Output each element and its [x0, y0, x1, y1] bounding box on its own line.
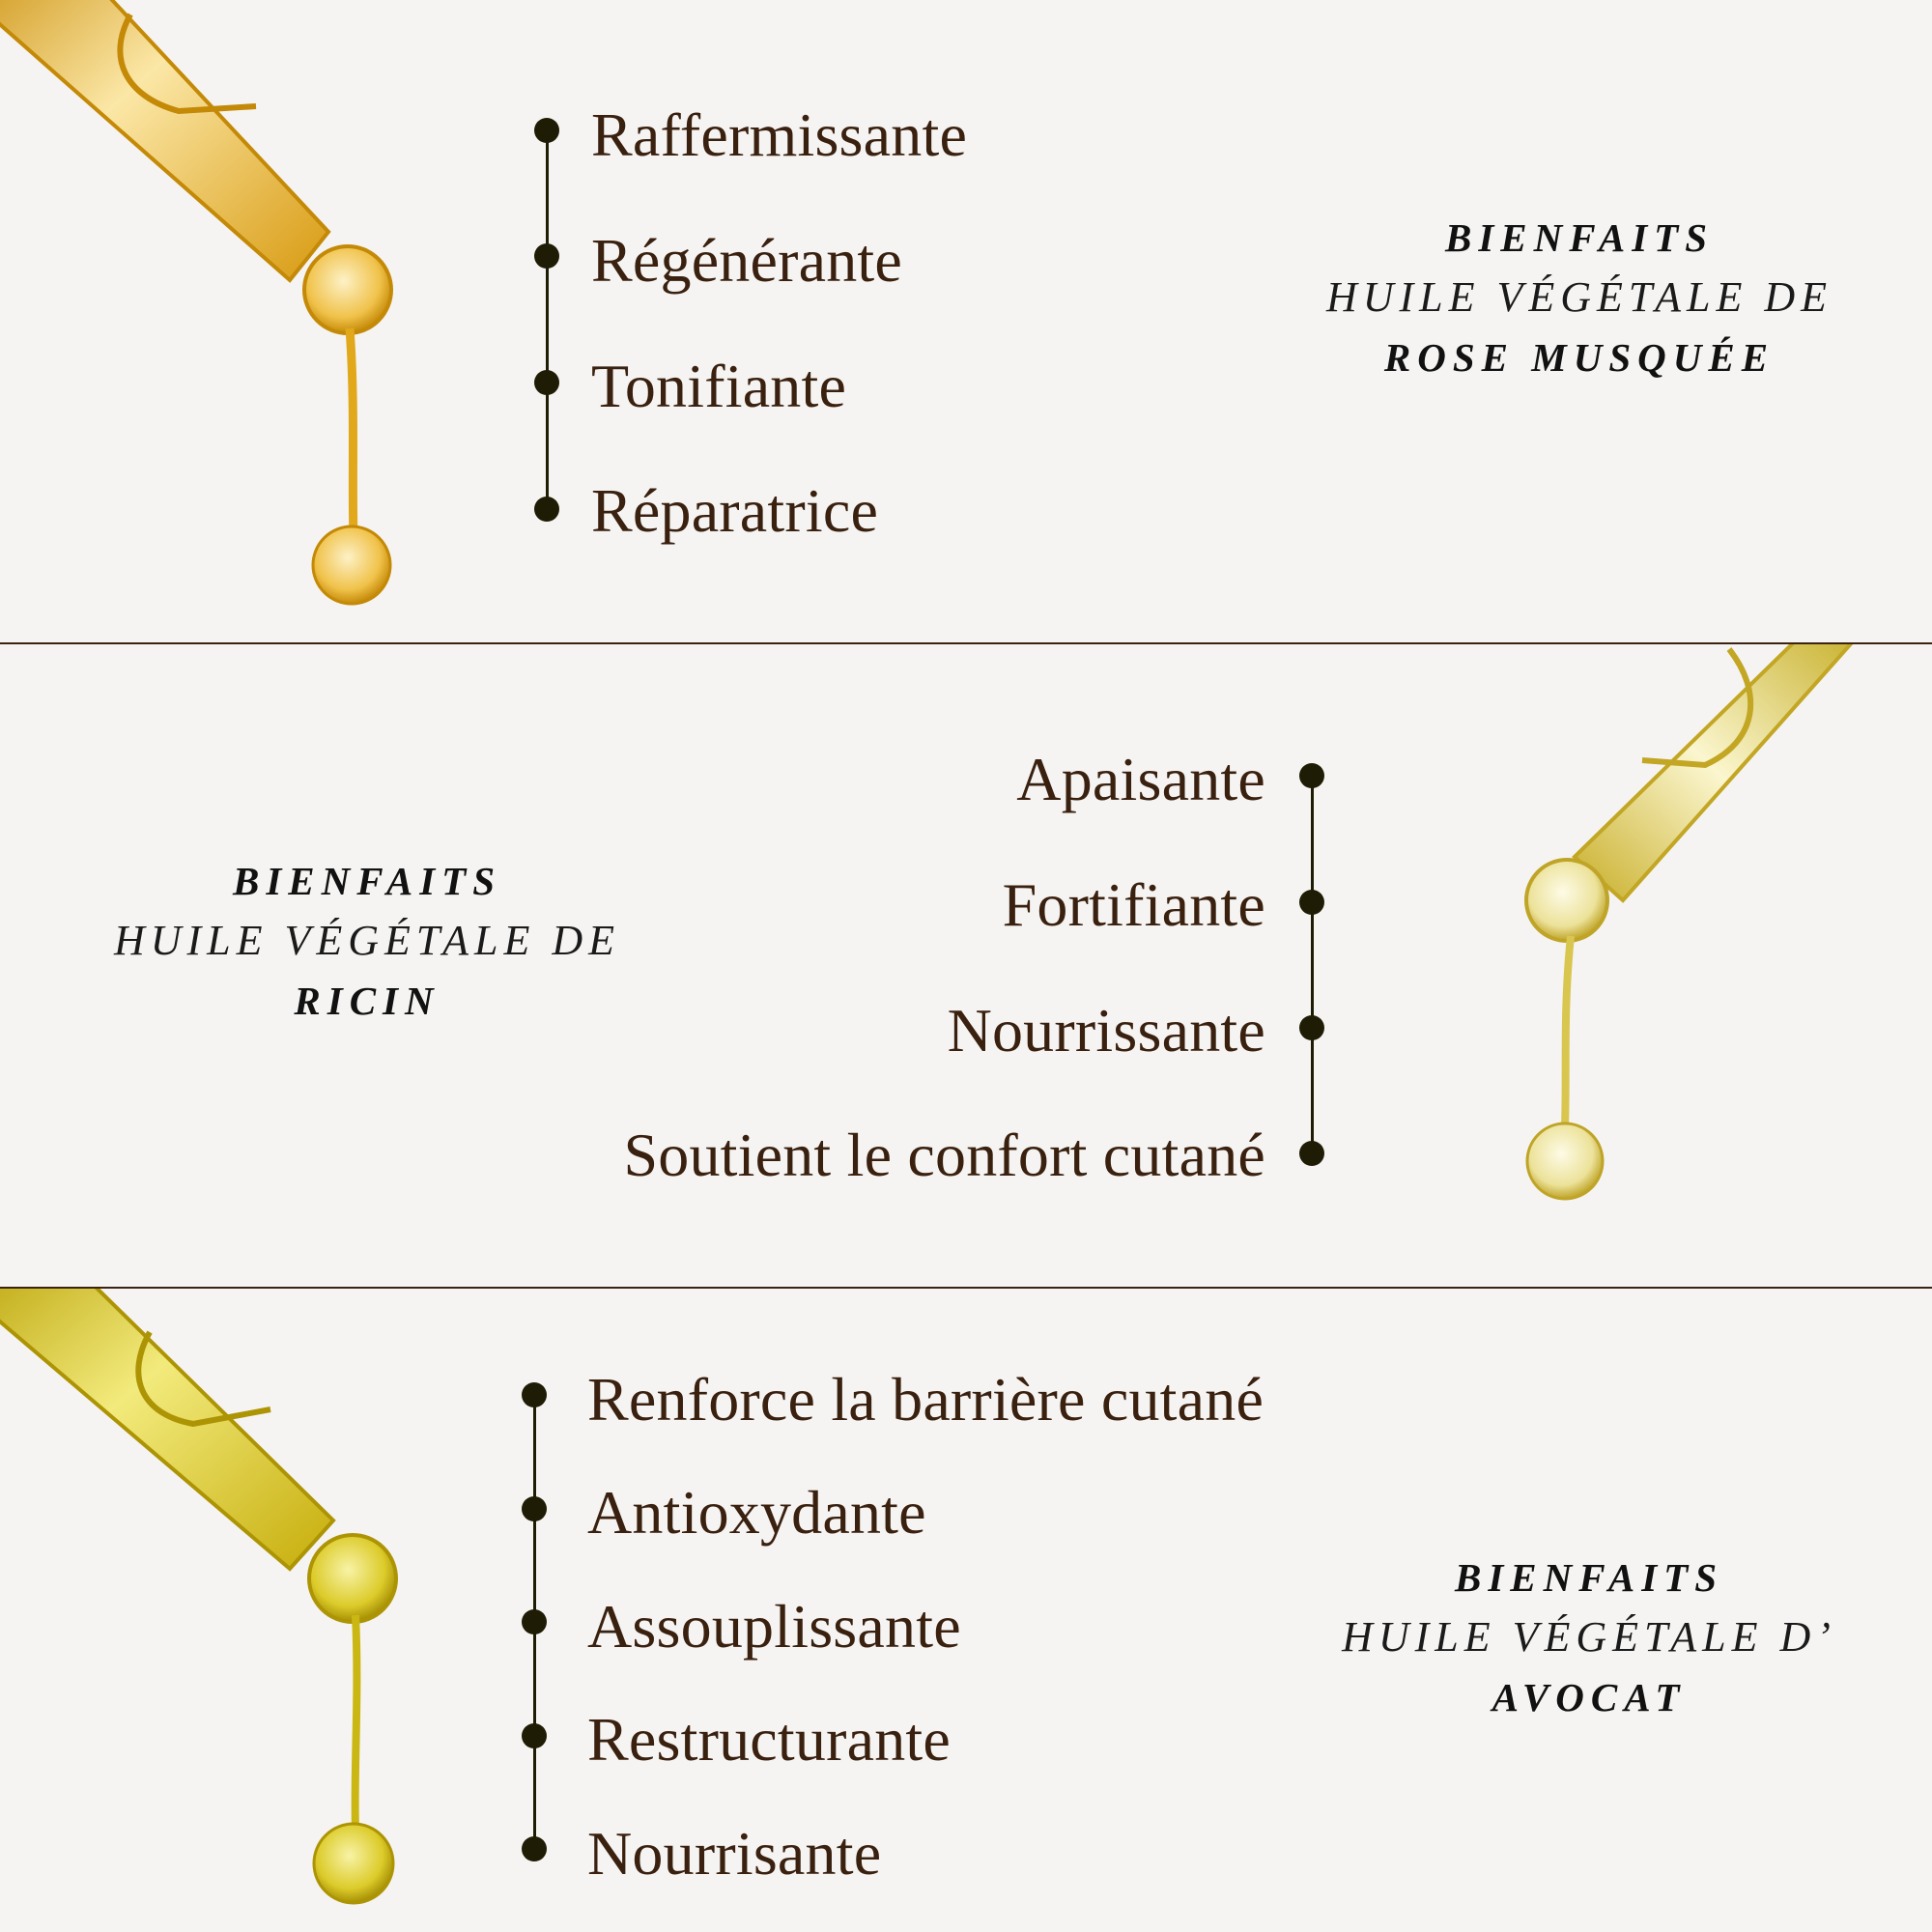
oil-title-block [1299, 1548, 1879, 1727]
oil-dropper-image [0, 1289, 425, 1926]
bullet-dot [522, 1382, 547, 1407]
benefit-item: Soutient le confort cutané [623, 1121, 1265, 1189]
section-avocat [0, 1289, 1932, 1932]
oil-title-block [1290, 208, 1869, 387]
bullet-dot [534, 370, 559, 395]
benefit-item: Régénérante [591, 226, 903, 295]
benefit-item: Apaisante [1016, 745, 1265, 813]
title-oil-name: AVOCAT [1492, 1675, 1687, 1719]
title-heading: BIENFAITS [1455, 1555, 1723, 1600]
bullet-dot [522, 1836, 547, 1861]
benefit-item: Restructurante [587, 1705, 951, 1774]
bullet-dot [534, 118, 559, 143]
bullet-dot [1299, 1015, 1324, 1040]
benefit-item: Réparatrice [591, 476, 879, 545]
oil-dropper-image [0, 0, 425, 618]
benefit-item: Nourrissante [947, 996, 1265, 1065]
title-oil-name: ROSE MUSQUÉE [1383, 335, 1776, 380]
section-rose-musquee [0, 0, 1932, 643]
bullet-dot [534, 497, 559, 522]
title-subtitle: HUILE VÉGÉTALE D’ [1342, 1613, 1836, 1661]
bullet-dot [522, 1496, 547, 1521]
bullet-dot [522, 1723, 547, 1748]
oil-dropper-image [1449, 644, 1874, 1263]
benefit-item: Raffermissante [591, 100, 968, 169]
bullet-dot [534, 243, 559, 269]
title-oil-name: RICIN [294, 979, 440, 1023]
title-heading: BIENFAITS [233, 859, 501, 903]
timeline-rail [1311, 776, 1314, 1153]
bullet-dot [522, 1609, 547, 1634]
benefit-item: Fortifiante [1002, 870, 1265, 939]
benefit-item: Antioxydante [587, 1478, 926, 1547]
timeline-rail [546, 130, 549, 509]
bullet-dot [1299, 890, 1324, 915]
bullet-dot [1299, 1141, 1324, 1166]
title-subtitle: HUILE VÉGÉTALE DE [1325, 273, 1833, 321]
section-ricin [0, 644, 1932, 1288]
bullet-dot [1299, 763, 1324, 788]
title-heading: BIENFAITS [1445, 215, 1714, 260]
benefit-item: Nourrisante [587, 1819, 882, 1888]
benefit-item: Tonifiante [591, 352, 847, 420]
oil-title-block [77, 851, 657, 1031]
benefit-item: Renforce la barrière cutané [587, 1365, 1264, 1434]
title-subtitle: HUILE VÉGÉTALE DE [113, 917, 621, 964]
benefit-item: Assouplissante [587, 1592, 961, 1661]
